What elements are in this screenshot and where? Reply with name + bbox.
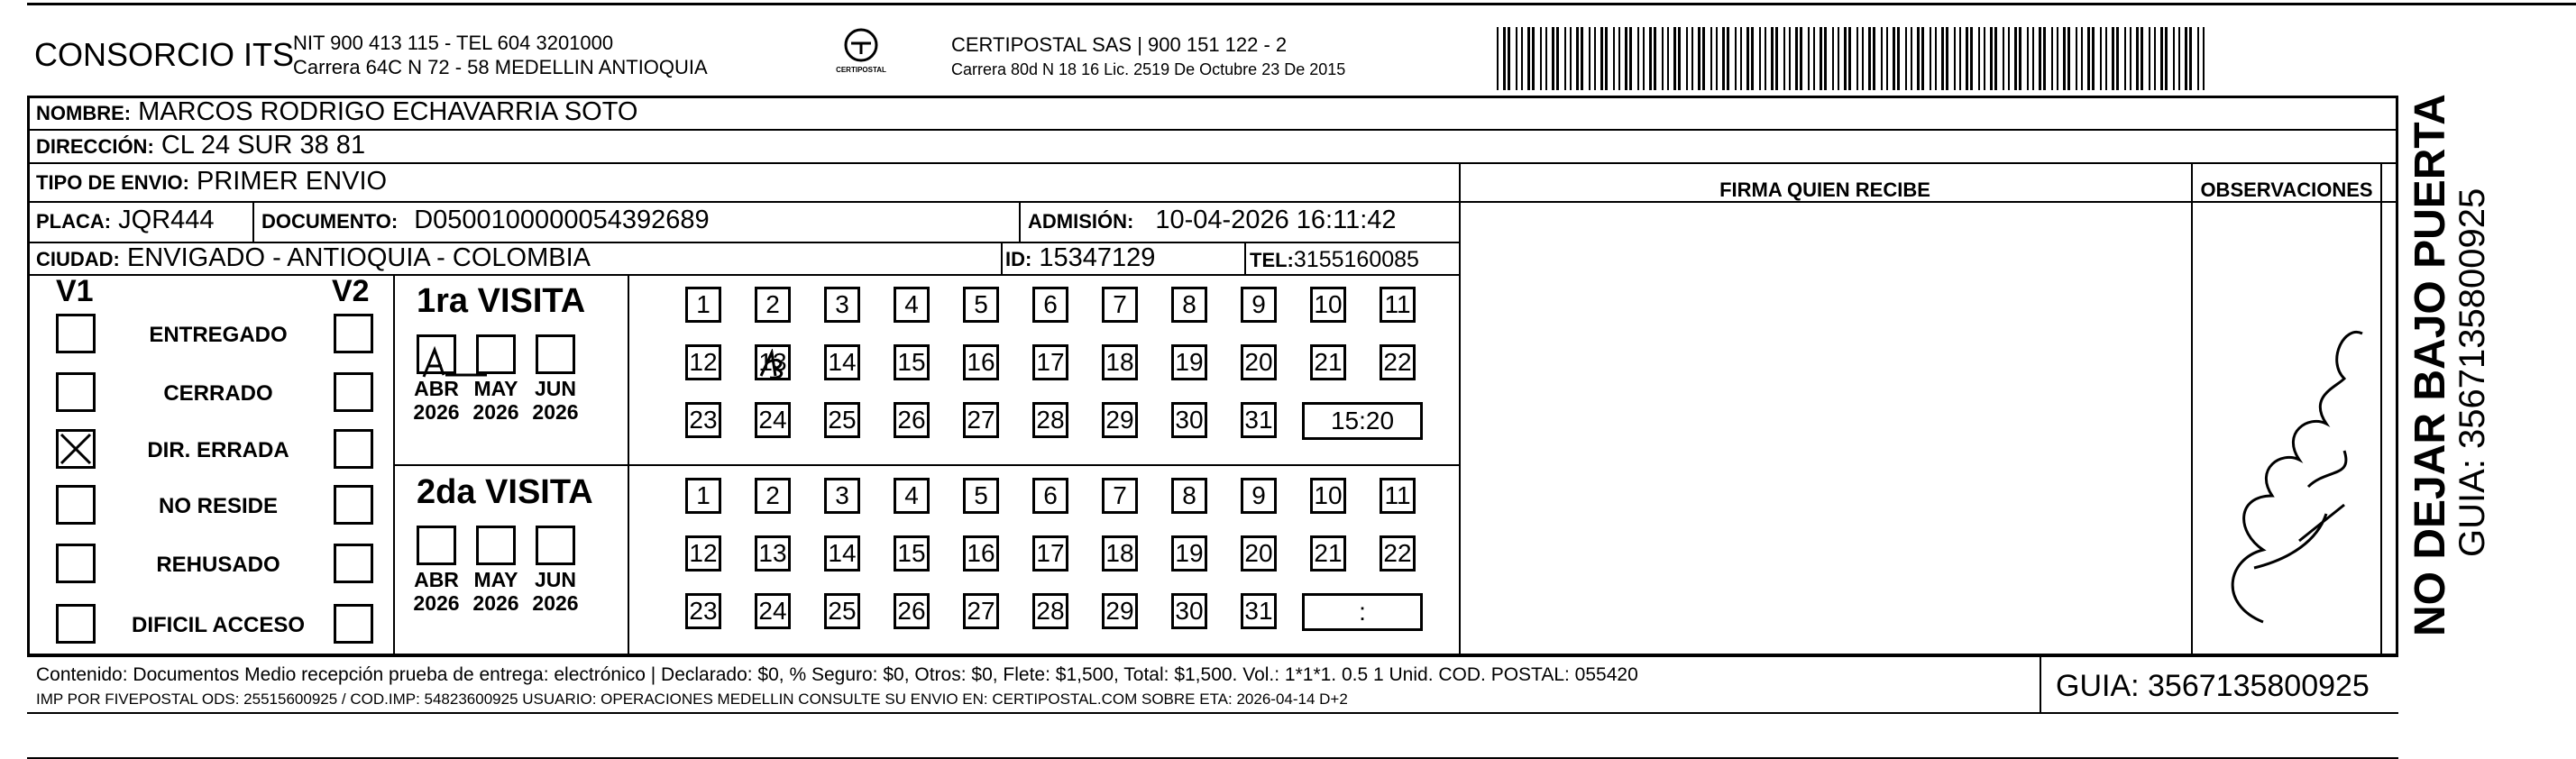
time-box[interactable]: :	[1302, 593, 1423, 631]
day-box[interactable]: 9	[1241, 287, 1277, 323]
handwritten-day-mark	[756, 349, 790, 381]
visita-1-title: 1ra VISITA	[417, 282, 586, 320]
footer-guia: GUIA: 3567135800925	[2056, 669, 2370, 703]
status-option-label: NO RESIDE	[158, 494, 279, 518]
nit-line: NIT 900 413 115 - TEL 604 3201000	[293, 32, 614, 54]
v2-checkbox[interactable]	[334, 314, 373, 353]
v2-checkbox[interactable]	[334, 429, 373, 469]
firma-header: FIRMA QUIEN RECIBE	[1719, 178, 1930, 201]
day-box[interactable]: 16	[963, 535, 999, 572]
day-box[interactable]: 21	[1310, 344, 1346, 380]
courier-license: Carrera 80d N 18 16 Lic. 2519 De Octubre 23 De 2015	[951, 60, 1346, 78]
company-name: CONSORCIO ITS	[34, 36, 295, 73]
footer-print-info: IMP POR FIVEPOSTAL ODS: 25515600925 / COD.IMP: 54823600925 USUARIO: OPERACIONES MEDELLIN CONSULTE SU ENVIO EN: CERTIPOSTAL.COM SOBRE ETA: 2026-04-14 D+2	[36, 690, 1348, 708]
status-option-label: ENTREGADO	[149, 323, 288, 347]
v2-checkbox[interactable]	[334, 604, 373, 644]
day-box[interactable]: 17	[1032, 344, 1068, 380]
day-box[interactable]: 24	[755, 402, 791, 438]
day-box[interactable]: 29	[1102, 593, 1138, 629]
day-box[interactable]: 9	[1241, 478, 1277, 514]
tel-label: TEL:	[1250, 249, 1294, 271]
direccion-row	[36, 131, 365, 160]
side-guia: GUIA: 3567135800925	[2452, 187, 2492, 557]
day-box[interactable]: 24	[755, 593, 791, 629]
direccion-value: CL 24 SUR 38 81	[160, 131, 366, 160]
day-box[interactable]: 16	[963, 344, 999, 380]
tel-cell	[1250, 247, 1419, 273]
month-checkbox[interactable]	[536, 334, 575, 374]
day-box[interactable]: 13	[755, 535, 791, 572]
day-box[interactable]: 18	[1102, 344, 1138, 380]
time-box[interactable]: 15:20	[1302, 402, 1423, 440]
documento-cell	[261, 206, 710, 235]
day-box[interactable]: 6	[1032, 287, 1068, 323]
day-box[interactable]: 17	[1032, 535, 1068, 572]
placa-cell	[36, 206, 215, 235]
day-box[interactable]: 1	[685, 287, 721, 323]
month-year: 2026	[413, 591, 460, 615]
day-box[interactable]: 26	[894, 593, 930, 629]
v2-checkbox[interactable]	[334, 485, 373, 525]
v2-checkbox[interactable]	[334, 372, 373, 412]
admision-cell	[1028, 206, 1397, 235]
day-box[interactable]: 13	[755, 344, 791, 380]
day-box[interactable]: 5	[963, 287, 999, 323]
day-box[interactable]: 15	[894, 535, 930, 572]
tel-value: 3155160085	[1293, 247, 1419, 272]
day-box[interactable]: 15	[894, 344, 930, 380]
observaciones-header: OBSERVACIONES	[2200, 178, 2373, 201]
day-box[interactable]: 6	[1032, 478, 1068, 514]
day-box[interactable]: 31	[1241, 402, 1277, 438]
status-option-label: REHUSADO	[156, 553, 280, 577]
month-name: JUN	[534, 377, 576, 400]
day-box[interactable]: 20	[1241, 535, 1277, 572]
documento-label: DOCUMENTO:	[261, 210, 399, 233]
documento-value: D0500100000054392689	[414, 206, 710, 234]
placa-value: JQR444	[118, 206, 215, 234]
day-box[interactable]: 11	[1380, 287, 1416, 323]
day-box[interactable]: 27	[963, 593, 999, 629]
day-box[interactable]: 21	[1310, 535, 1346, 572]
handwritten-month-mark	[415, 341, 496, 388]
day-box[interactable]: 12	[685, 535, 721, 572]
month-year: 2026	[472, 591, 519, 615]
day-box[interactable]: 4	[894, 287, 930, 323]
day-box[interactable]: 1	[685, 478, 721, 514]
day-box[interactable]: 18	[1102, 535, 1138, 572]
day-box[interactable]: 11	[1380, 478, 1416, 514]
day-box[interactable]: 26	[894, 402, 930, 438]
footer-contents: Contenido: Documentos Medio recepción prueba de entrega: electrónico | Declarado: $0, % Seguro: $0, Otros: $0, Flete: $1,500, Total: $1,500. Vol.: 1*1*1. 0.5 1 Unid. COD. POSTAL: 055420	[36, 664, 1638, 685]
id-cell	[1005, 243, 1155, 273]
day-box[interactable]: 25	[824, 402, 860, 438]
month-name: ABR	[414, 377, 459, 400]
day-box[interactable]: 8	[1171, 478, 1207, 514]
day-box[interactable]: 8	[1171, 287, 1207, 323]
day-box[interactable]: 14	[824, 535, 860, 572]
ciudad-label: CIUDAD:	[36, 248, 120, 270]
recipient-signature	[2200, 270, 2371, 649]
company-info	[293, 31, 708, 79]
day-box[interactable]: 25	[824, 593, 860, 629]
day-box[interactable]: 22	[1380, 535, 1416, 572]
tipo-row	[36, 167, 387, 197]
nombre-row	[36, 97, 637, 127]
barcode	[1497, 27, 2218, 90]
day-box[interactable]: 7	[1102, 287, 1138, 323]
direccion-label: DIRECCIÓN:	[36, 135, 154, 158]
courier-line: CERTIPOSTAL SAS | 900 151 122 - 2	[951, 33, 1288, 56]
day-box[interactable]: 3	[824, 287, 860, 323]
admision-label: ADMISIÓN:	[1028, 210, 1134, 233]
day-box[interactable]: 7	[1102, 478, 1138, 514]
day-box[interactable]: 10	[1310, 478, 1346, 514]
day-box[interactable]: 22	[1380, 344, 1416, 380]
v2-checkbox[interactable]	[334, 544, 373, 583]
certipostal-logo	[834, 27, 888, 74]
ciudad-cell	[36, 243, 591, 273]
month-name: MAY	[473, 377, 518, 400]
day-box[interactable]: 2	[755, 287, 791, 323]
day-box[interactable]: 2	[755, 478, 791, 514]
v1-header: V1	[56, 274, 94, 308]
nombre-value: MARCOS RODRIGO ECHAVARRIA SOTO	[138, 97, 638, 126]
day-box[interactable]: 12	[685, 344, 721, 380]
month-year: 2026	[472, 400, 519, 424]
month-year: 2026	[532, 591, 579, 615]
month-label	[471, 568, 521, 615]
id-value: 15347129	[1039, 243, 1156, 272]
side-notice: NO DEJAR BAJO PUERTA	[2406, 94, 2454, 636]
placa-label: PLACA:	[36, 210, 112, 233]
logo-icon	[843, 27, 879, 63]
day-box[interactable]: 19	[1171, 535, 1207, 572]
day-box[interactable]: 30	[1171, 593, 1207, 629]
day-box[interactable]: 19	[1171, 344, 1207, 380]
visita-2-title: 2da VISITA	[417, 473, 593, 511]
tipo-label: TIPO DE ENVIO:	[36, 171, 189, 194]
month-label	[530, 377, 581, 424]
day-box[interactable]: 10	[1310, 287, 1346, 323]
courier-info	[951, 33, 1345, 79]
month-name: JUN	[534, 568, 576, 591]
tipo-value: PRIMER ENVIO	[196, 167, 388, 196]
month-year: 2026	[532, 400, 579, 424]
status-option-label: CERRADO	[163, 381, 273, 406]
day-box[interactable]: 3	[824, 478, 860, 514]
id-label: ID:	[1005, 248, 1032, 270]
day-box[interactable]: 23	[685, 402, 721, 438]
address-line: Carrera 64C N 72 - 58 MEDELLIN ANTIOQUIA	[293, 56, 708, 78]
day-box[interactable]: 20	[1241, 344, 1277, 380]
day-box[interactable]: 5	[963, 478, 999, 514]
status-option-label: DIR. ERRADA	[147, 438, 289, 462]
day-box[interactable]: 14	[824, 344, 860, 380]
nombre-label: NOMBRE:	[36, 102, 132, 124]
day-box[interactable]: 31	[1241, 593, 1277, 629]
month-name: ABR	[414, 568, 459, 591]
day-box[interactable]: 29	[1102, 402, 1138, 438]
day-box[interactable]: 28	[1032, 593, 1068, 629]
month-label	[411, 568, 462, 615]
month-label	[530, 568, 581, 615]
day-box[interactable]: 28	[1032, 402, 1068, 438]
status-option-label: DIFICIL ACCESO	[131, 613, 305, 637]
day-box[interactable]: 30	[1171, 402, 1207, 438]
month-checkbox[interactable]	[476, 526, 516, 565]
day-box[interactable]: 23	[685, 593, 721, 629]
month-checkbox[interactable]	[536, 526, 575, 565]
month-checkbox[interactable]	[417, 526, 456, 565]
v2-header: V2	[332, 274, 370, 308]
day-box[interactable]: 4	[894, 478, 930, 514]
ciudad-value: ENVIGADO - ANTIOQUIA - COLOMBIA	[126, 243, 591, 272]
month-year: 2026	[413, 400, 460, 424]
logo-text: CERTIPOSTAL	[836, 66, 886, 74]
admision-value: 10-04-2026 16:11:42	[1155, 206, 1397, 234]
month-name: MAY	[473, 568, 518, 591]
day-box[interactable]: 27	[963, 402, 999, 438]
